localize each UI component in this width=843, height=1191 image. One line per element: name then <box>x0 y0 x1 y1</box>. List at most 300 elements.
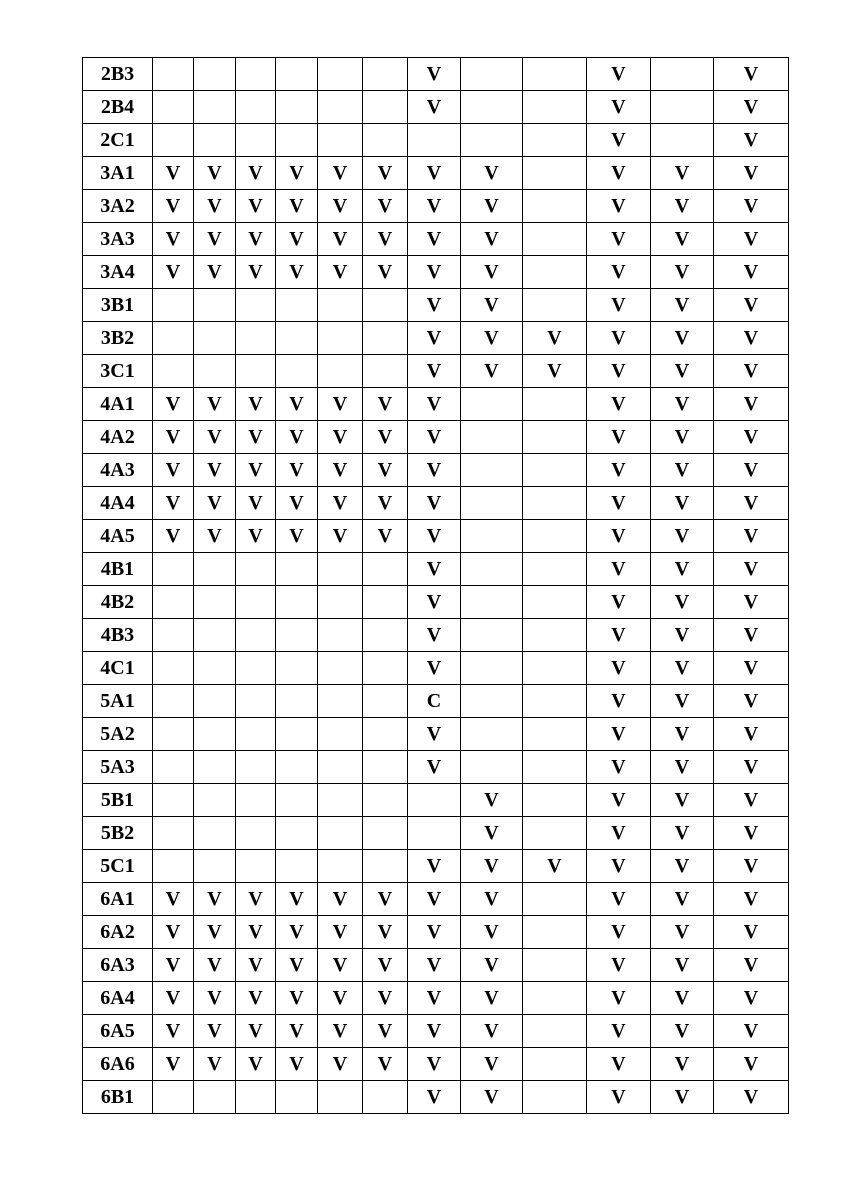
mark-cell <box>461 685 523 718</box>
mark-cell <box>276 322 318 355</box>
mark-cell: V <box>153 520 194 553</box>
mark-cell: V <box>408 190 461 223</box>
row-code-cell: 4B3 <box>83 619 153 652</box>
mark-cell: V <box>153 883 194 916</box>
mark-cell: V <box>408 256 461 289</box>
row-code-cell: 4A2 <box>83 421 153 454</box>
mark-cell: V <box>318 520 363 553</box>
mark-cell <box>194 817 236 850</box>
mark-cell: V <box>651 982 714 1015</box>
mark-cell: V <box>236 421 276 454</box>
mark-cell: V <box>408 1081 461 1114</box>
mark-cell <box>523 157 587 190</box>
mark-cell: V <box>363 190 408 223</box>
mark-cell <box>276 784 318 817</box>
mark-cell: V <box>651 751 714 784</box>
mark-cell: V <box>318 883 363 916</box>
mark-cell <box>276 553 318 586</box>
mark-cell: V <box>363 949 408 982</box>
mark-cell: V <box>363 982 408 1015</box>
mark-cell: V <box>651 256 714 289</box>
mark-cell <box>363 850 408 883</box>
mark-cell <box>461 553 523 586</box>
mark-cell: V <box>587 916 651 949</box>
table-row <box>83 421 789 454</box>
mark-cell: V <box>276 157 318 190</box>
mark-cell: V <box>714 586 789 619</box>
mark-cell <box>236 619 276 652</box>
mark-cell: V <box>276 223 318 256</box>
mark-cell: V <box>408 421 461 454</box>
mark-cell <box>523 58 587 91</box>
mark-cell: V <box>153 982 194 1015</box>
mark-cell: V <box>153 1048 194 1081</box>
mark-cell <box>318 685 363 718</box>
mark-cell <box>523 190 587 223</box>
table-row <box>83 487 789 520</box>
mark-cell <box>318 718 363 751</box>
mark-cell <box>194 784 236 817</box>
mark-cell: V <box>153 388 194 421</box>
mark-cell: V <box>587 718 651 751</box>
mark-cell: V <box>523 322 587 355</box>
mark-cell: V <box>651 817 714 850</box>
mark-cell: V <box>194 157 236 190</box>
mark-cell <box>363 652 408 685</box>
table-row <box>83 685 789 718</box>
mark-cell: V <box>236 949 276 982</box>
mark-cell: V <box>153 454 194 487</box>
mark-cell <box>408 784 461 817</box>
mark-cell <box>523 883 587 916</box>
mark-cell <box>318 91 363 124</box>
row-code-cell: 6A1 <box>83 883 153 916</box>
mark-cell <box>523 916 587 949</box>
mark-cell: V <box>651 223 714 256</box>
mark-cell: V <box>153 1015 194 1048</box>
mark-cell: V <box>236 916 276 949</box>
row-code-cell: 3A2 <box>83 190 153 223</box>
mark-cell <box>318 355 363 388</box>
mark-cell <box>363 619 408 652</box>
mark-cell: V <box>461 355 523 388</box>
mark-cell <box>363 91 408 124</box>
mark-cell <box>523 487 587 520</box>
mark-cell: V <box>714 58 789 91</box>
mark-cell: V <box>587 586 651 619</box>
mark-cell: V <box>714 355 789 388</box>
mark-cell: V <box>461 883 523 916</box>
mark-cell: V <box>651 190 714 223</box>
mark-cell <box>523 1015 587 1048</box>
mark-cell: V <box>714 718 789 751</box>
mark-cell: V <box>587 421 651 454</box>
mark-cell: V <box>276 454 318 487</box>
table-row <box>83 1015 789 1048</box>
mark-cell: V <box>153 916 194 949</box>
mark-cell: V <box>194 916 236 949</box>
mark-cell: V <box>363 223 408 256</box>
row-code-cell: 2C1 <box>83 124 153 157</box>
table-row <box>83 124 789 157</box>
mark-cell: V <box>408 751 461 784</box>
mark-cell: V <box>194 1015 236 1048</box>
mark-cell <box>651 124 714 157</box>
mark-cell <box>461 124 523 157</box>
mark-cell <box>523 817 587 850</box>
mark-cell: V <box>523 355 587 388</box>
row-code-cell: 4B2 <box>83 586 153 619</box>
table-row <box>83 586 789 619</box>
mark-cell: V <box>651 1081 714 1114</box>
mark-cell <box>276 685 318 718</box>
mark-cell: V <box>587 817 651 850</box>
mark-cell <box>523 949 587 982</box>
mark-cell <box>461 421 523 454</box>
mark-cell: V <box>318 454 363 487</box>
mark-cell: V <box>363 454 408 487</box>
mark-cell: V <box>363 256 408 289</box>
mark-cell: V <box>363 916 408 949</box>
row-code-cell: 4B1 <box>83 553 153 586</box>
mark-cell: V <box>363 1048 408 1081</box>
table-row <box>83 157 789 190</box>
row-code-cell: 6B1 <box>83 1081 153 1114</box>
mark-cell: V <box>461 817 523 850</box>
table-row <box>83 883 789 916</box>
mark-cell <box>153 322 194 355</box>
mark-cell: V <box>587 784 651 817</box>
mark-cell: V <box>408 388 461 421</box>
row-code-cell: 5A3 <box>83 751 153 784</box>
row-code-cell: 2B3 <box>83 58 153 91</box>
mark-cell <box>194 322 236 355</box>
mark-cell: V <box>714 553 789 586</box>
mark-cell <box>276 619 318 652</box>
table-row <box>83 388 789 421</box>
mark-cell: V <box>408 1015 461 1048</box>
mark-cell: V <box>408 223 461 256</box>
mark-cell: V <box>236 1048 276 1081</box>
mark-cell <box>363 355 408 388</box>
mark-cell: V <box>461 982 523 1015</box>
mark-cell <box>461 487 523 520</box>
mark-cell: V <box>587 124 651 157</box>
row-code-cell: 6A2 <box>83 916 153 949</box>
mark-cell: V <box>236 256 276 289</box>
mark-cell: V <box>714 388 789 421</box>
mark-cell <box>523 718 587 751</box>
row-code-cell: 4A4 <box>83 487 153 520</box>
mark-cell <box>276 1081 318 1114</box>
mark-cell <box>236 751 276 784</box>
mark-cell: V <box>587 58 651 91</box>
mark-cell <box>523 421 587 454</box>
mark-cell <box>236 58 276 91</box>
mark-cell <box>236 784 276 817</box>
mark-cell: V <box>408 949 461 982</box>
mark-cell: V <box>408 322 461 355</box>
mark-cell: V <box>276 916 318 949</box>
mark-cell: V <box>714 685 789 718</box>
mark-cell: V <box>651 784 714 817</box>
mark-cell <box>318 1081 363 1114</box>
mark-cell <box>194 685 236 718</box>
mark-cell: V <box>318 388 363 421</box>
mark-cell: V <box>651 1048 714 1081</box>
mark-cell: V <box>236 982 276 1015</box>
mark-cell <box>363 1081 408 1114</box>
mark-cell: V <box>276 487 318 520</box>
table-row <box>83 520 789 553</box>
mark-cell: C <box>408 685 461 718</box>
mark-cell <box>318 58 363 91</box>
table-row <box>83 652 789 685</box>
mark-cell: V <box>651 1015 714 1048</box>
mark-cell: V <box>194 388 236 421</box>
mark-cell <box>363 718 408 751</box>
mark-cell: V <box>587 1081 651 1114</box>
mark-cell: V <box>408 487 461 520</box>
row-code-cell: 4A1 <box>83 388 153 421</box>
row-code-cell: 5A1 <box>83 685 153 718</box>
table-row <box>83 58 789 91</box>
mark-cell: V <box>363 421 408 454</box>
mark-cell <box>363 784 408 817</box>
mark-cell: V <box>236 223 276 256</box>
table-row <box>83 355 789 388</box>
table-row <box>83 850 789 883</box>
mark-cell <box>523 619 587 652</box>
mark-cell: V <box>714 421 789 454</box>
mark-cell: V <box>714 223 789 256</box>
mark-cell: V <box>276 1048 318 1081</box>
mark-cell: V <box>651 388 714 421</box>
mark-cell <box>236 289 276 322</box>
mark-cell: V <box>408 982 461 1015</box>
mark-cell: V <box>651 553 714 586</box>
table-row <box>83 454 789 487</box>
mark-cell: V <box>587 1015 651 1048</box>
mark-cell: V <box>236 388 276 421</box>
table-row <box>83 817 789 850</box>
mark-cell: V <box>408 520 461 553</box>
row-code-cell: 6A6 <box>83 1048 153 1081</box>
mark-cell: V <box>194 1048 236 1081</box>
mark-cell <box>523 982 587 1015</box>
mark-cell: V <box>587 652 651 685</box>
row-code-cell: 2B4 <box>83 91 153 124</box>
mark-cell <box>153 817 194 850</box>
mark-cell <box>276 850 318 883</box>
mark-cell <box>318 817 363 850</box>
mark-cell: V <box>194 487 236 520</box>
mark-cell: V <box>461 157 523 190</box>
mark-cell: V <box>587 553 651 586</box>
mark-cell: V <box>194 454 236 487</box>
mark-cell <box>153 355 194 388</box>
mark-cell <box>276 718 318 751</box>
mark-cell: V <box>408 553 461 586</box>
mark-cell <box>461 586 523 619</box>
mark-cell: V <box>714 1015 789 1048</box>
mark-cell <box>194 652 236 685</box>
mark-cell: V <box>714 91 789 124</box>
mark-cell: V <box>363 388 408 421</box>
mark-cell <box>461 454 523 487</box>
mark-cell: V <box>153 223 194 256</box>
mark-cell <box>276 355 318 388</box>
mark-cell: V <box>363 883 408 916</box>
mark-cell <box>523 685 587 718</box>
mark-cell: V <box>587 355 651 388</box>
mark-cell <box>194 91 236 124</box>
mark-cell: V <box>651 685 714 718</box>
mark-cell <box>194 58 236 91</box>
mark-cell: V <box>714 487 789 520</box>
mark-cell: V <box>236 190 276 223</box>
mark-cell <box>236 355 276 388</box>
mark-cell <box>153 289 194 322</box>
mark-cell: V <box>408 916 461 949</box>
row-code-cell: 6A4 <box>83 982 153 1015</box>
mark-cell: V <box>651 586 714 619</box>
row-code-cell: 3A3 <box>83 223 153 256</box>
mark-cell <box>276 751 318 784</box>
mark-cell: V <box>651 850 714 883</box>
mark-cell: V <box>714 784 789 817</box>
table-row <box>83 982 789 1015</box>
mark-cell: V <box>236 1015 276 1048</box>
mark-cell <box>153 619 194 652</box>
mark-cell <box>153 718 194 751</box>
mark-cell: V <box>714 817 789 850</box>
mark-cell: V <box>276 520 318 553</box>
mark-cell: V <box>651 355 714 388</box>
mark-cell <box>523 1081 587 1114</box>
mark-cell <box>194 355 236 388</box>
mark-cell <box>461 58 523 91</box>
row-code-cell: 5B1 <box>83 784 153 817</box>
mark-cell <box>363 124 408 157</box>
table-row <box>83 322 789 355</box>
mark-cell <box>153 1081 194 1114</box>
mark-cell <box>236 652 276 685</box>
mark-cell: V <box>461 784 523 817</box>
row-code-cell: 3A1 <box>83 157 153 190</box>
table-row <box>83 619 789 652</box>
row-code-cell: 5B2 <box>83 817 153 850</box>
table-row <box>83 256 789 289</box>
mark-cell: V <box>714 883 789 916</box>
mark-cell: V <box>587 1048 651 1081</box>
mark-cell: V <box>651 289 714 322</box>
mark-cell: V <box>276 982 318 1015</box>
table-row <box>83 1048 789 1081</box>
mark-cell <box>363 751 408 784</box>
mark-cell: V <box>408 157 461 190</box>
mark-cell: V <box>153 256 194 289</box>
mark-cell: V <box>714 850 789 883</box>
mark-cell: V <box>587 520 651 553</box>
mark-cell: V <box>587 91 651 124</box>
mark-cell: V <box>194 520 236 553</box>
mark-cell: V <box>318 982 363 1015</box>
row-code-cell: 4A3 <box>83 454 153 487</box>
mark-cell <box>461 91 523 124</box>
mark-cell <box>194 751 236 784</box>
mark-cell: V <box>714 949 789 982</box>
mark-cell: V <box>276 190 318 223</box>
mark-cell <box>318 784 363 817</box>
mark-cell <box>194 850 236 883</box>
mark-cell: V <box>194 949 236 982</box>
mark-cell <box>523 586 587 619</box>
mark-cell <box>461 751 523 784</box>
mark-cell: V <box>194 256 236 289</box>
mark-cell: V <box>461 223 523 256</box>
row-code-cell: 4A5 <box>83 520 153 553</box>
mark-cell <box>276 124 318 157</box>
mark-cell: V <box>194 421 236 454</box>
mark-cell <box>363 553 408 586</box>
mark-cell: V <box>276 949 318 982</box>
table-row <box>83 784 789 817</box>
checklist-table <box>82 57 789 1114</box>
mark-cell: V <box>276 1015 318 1048</box>
mark-cell: V <box>714 322 789 355</box>
mark-cell: V <box>651 652 714 685</box>
mark-cell: V <box>714 157 789 190</box>
mark-cell: V <box>318 916 363 949</box>
mark-cell: V <box>651 454 714 487</box>
mark-cell: V <box>651 322 714 355</box>
mark-cell: V <box>236 883 276 916</box>
mark-cell <box>318 850 363 883</box>
mark-cell <box>318 751 363 784</box>
mark-cell <box>318 652 363 685</box>
mark-cell: V <box>714 190 789 223</box>
table-row <box>83 751 789 784</box>
mark-cell: V <box>714 256 789 289</box>
mark-cell <box>236 322 276 355</box>
row-code-cell: 3A4 <box>83 256 153 289</box>
mark-cell: V <box>153 949 194 982</box>
mark-cell: V <box>587 256 651 289</box>
mark-cell: V <box>651 883 714 916</box>
mark-cell: V <box>587 949 651 982</box>
mark-cell: V <box>276 421 318 454</box>
mark-cell <box>408 124 461 157</box>
mark-cell <box>523 553 587 586</box>
mark-cell <box>461 388 523 421</box>
mark-cell <box>153 685 194 718</box>
mark-cell: V <box>651 421 714 454</box>
mark-cell <box>318 289 363 322</box>
table-body <box>83 58 789 1114</box>
mark-cell: V <box>318 223 363 256</box>
mark-cell: V <box>318 157 363 190</box>
mark-cell <box>194 1081 236 1114</box>
row-code-cell: 6A5 <box>83 1015 153 1048</box>
mark-cell: V <box>651 718 714 751</box>
mark-cell: V <box>363 487 408 520</box>
mark-cell <box>363 685 408 718</box>
mark-cell: V <box>236 157 276 190</box>
mark-cell: V <box>408 1048 461 1081</box>
mark-cell <box>523 223 587 256</box>
mark-cell: V <box>587 850 651 883</box>
